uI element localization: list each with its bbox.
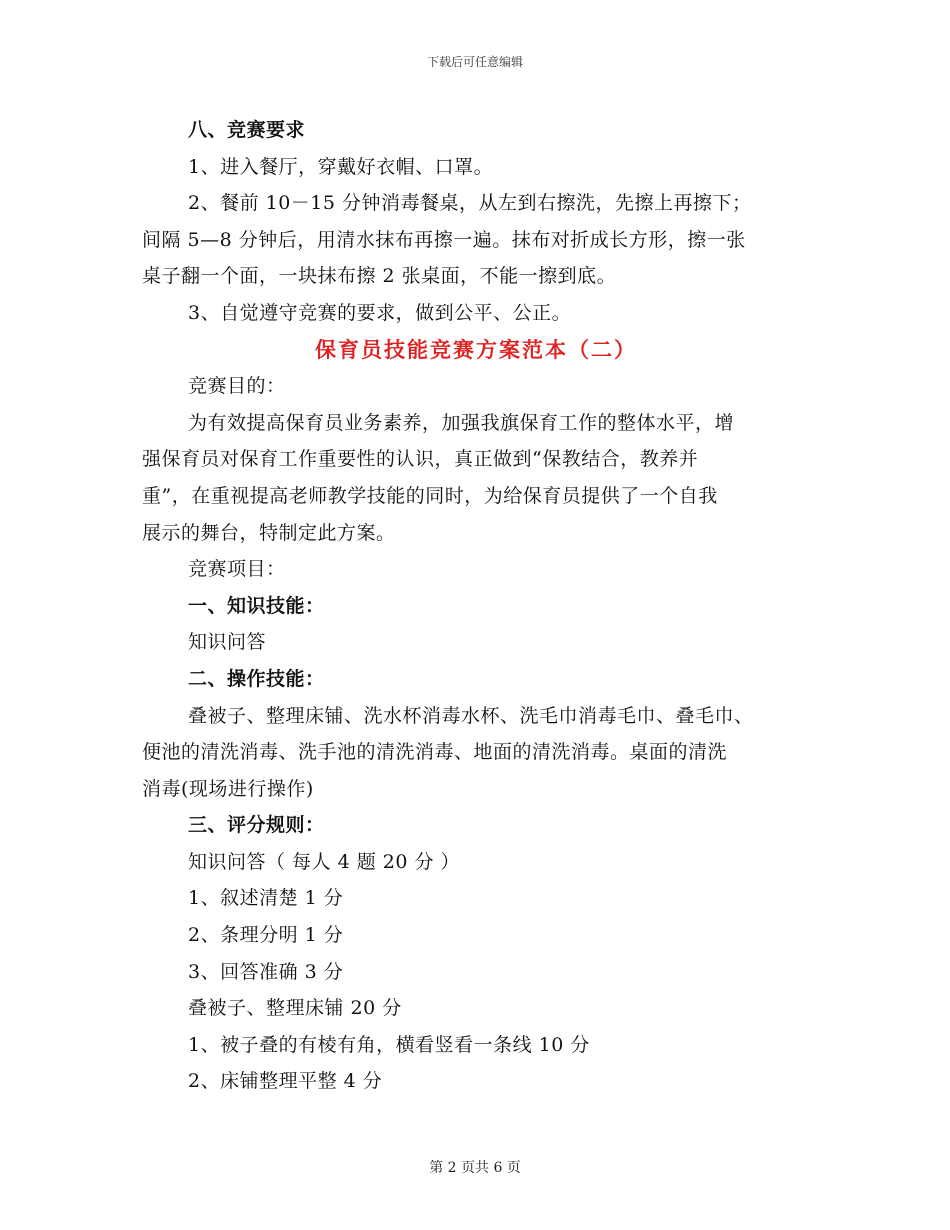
document-title: 保育员技能竞赛方案范本（二）	[315, 336, 637, 362]
page-header: 下载后可任意编辑	[426, 55, 523, 69]
paragraph: 知识问答	[188, 631, 267, 654]
document-body	[142, 112, 810, 1100]
section-heading: 一、知识技能：	[188, 594, 325, 617]
page-footer: 第 2 页共 6 页	[429, 1160, 521, 1176]
paragraph: 为有效提高保育员业务素养，加强我旗保育工作的整体水平，增	[188, 411, 735, 434]
list-item: 2、床铺整理平整 4 分	[188, 1070, 383, 1093]
paragraph: 便池的清洗消毒、洗手池的清洗消毒、地面的清洗消毒。桌面的清洗	[142, 741, 728, 764]
paragraph: 叠被子、整理床铺 20 分	[188, 997, 402, 1020]
list-item: 3、回答准确 3 分	[188, 960, 344, 983]
section-heading: 八、竞赛要求	[188, 119, 306, 141]
paragraph: 1、进入餐厅，穿戴好衣帽、口罩。	[188, 155, 494, 178]
paragraph-label: 竞赛目的：	[188, 375, 286, 398]
paragraph: 消毒(现场进行操作)	[142, 777, 314, 800]
paragraph: 桌子翻一个面，一块抹布擦 2 张桌面，不能一擦到底。	[142, 265, 617, 288]
paragraph-label: 竞赛项目：	[188, 558, 286, 581]
paragraph: 重”，在重视提高老师教学技能的同时，为给保育员提供了一个自我	[142, 484, 718, 507]
paragraph: 叠被子、整理床铺、洗水杯消毒水杯、洗毛巾消毒毛巾、叠毛巾、	[188, 704, 754, 727]
section-heading: 三、评分规则：	[188, 814, 325, 837]
section-heading: 二、操作技能：	[188, 667, 325, 690]
list-item: 1、被子叠的有棱有角，横看竖看一条线 10 分	[188, 1033, 590, 1056]
paragraph: 知识问答（ 每人 4 题 20 分 ）	[188, 850, 461, 873]
paragraph: 间隔 5—8 分钟后，用清水抹布再擦一遍。抹布对折成长方形，擦一张	[142, 228, 746, 251]
list-item: 1、叙述清楚 1 分	[188, 887, 344, 910]
paragraph: 2、餐前 10－15 分钟消毒餐桌，从左到右擦洗，先擦上再擦下；	[188, 192, 752, 215]
list-item: 2、条理分明 1 分	[188, 924, 344, 947]
paragraph: 展示的舞台，特制定此方案。	[142, 521, 396, 544]
paragraph: 强保育员对保育工作重要性的认识，真正做到“保教结合，教养并	[142, 448, 699, 471]
paragraph: 3、自觉遵守竞赛的要求，做到公平、公正。	[188, 301, 572, 324]
